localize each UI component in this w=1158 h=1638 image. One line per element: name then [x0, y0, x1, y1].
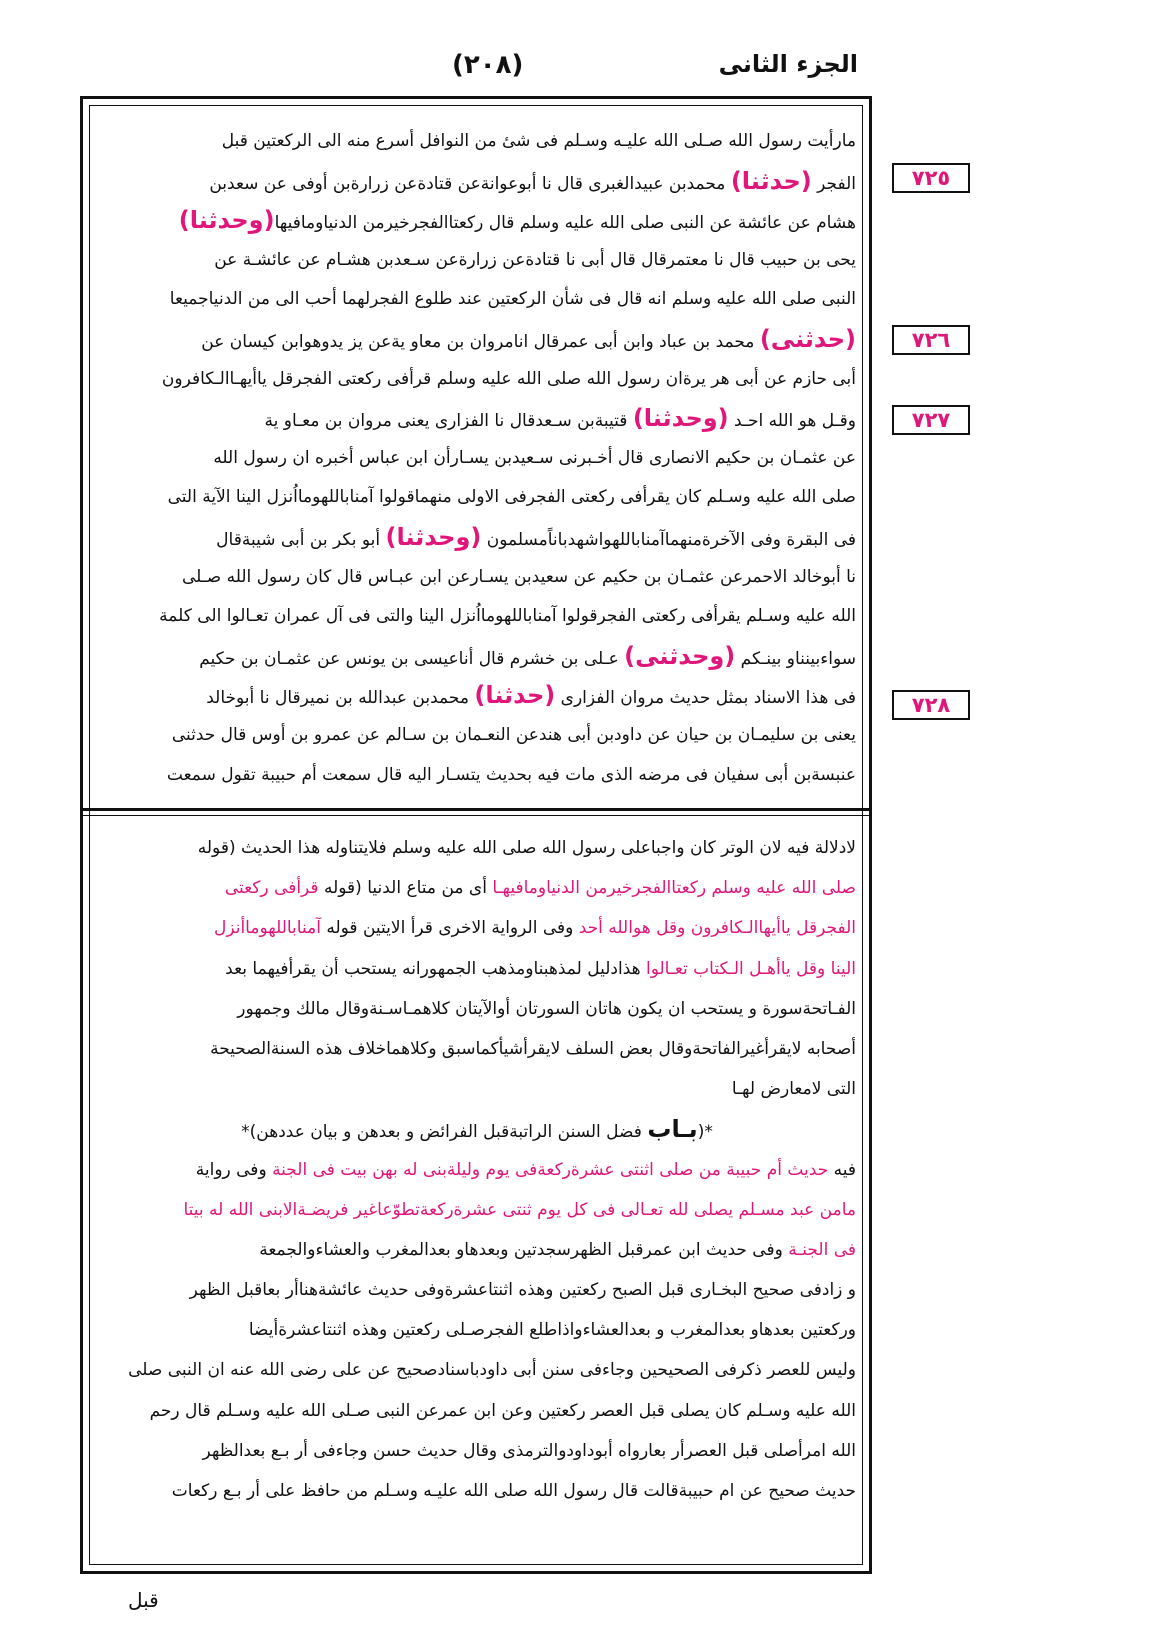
commentary-line	[98, 828, 856, 868]
text-segment: أى من متاع الدنيا (قوله	[318, 878, 493, 899]
narration-marker: (حدثنا)	[474, 681, 556, 710]
text-segment: وفى حديث ابن عمرقبل الظهرسجدتين وبعدهاو بعدالمغرب والعشاءوالجمعة	[259, 1239, 789, 1260]
text-segment: فى البقرة وفى الآخرةمنهماآمناباللهواشهدباناًمسلمون	[481, 529, 856, 550]
hadith-text-line	[98, 122, 856, 162]
hadith-number-725: ٧٢٥	[892, 163, 970, 193]
commentary-line	[98, 1150, 856, 1190]
hadith-number-726: ٧٢٦	[892, 325, 970, 355]
text-segment: الله عليه وسـلم يقرأفى ركعتى الفجرقولوا آمناباللهومااُنزل الينا والتى فى آل عمران تعـالوا الى كلمة	[159, 606, 856, 627]
hadith-text-line	[98, 518, 856, 558]
text-segment: فيه	[828, 1159, 856, 1180]
text-segment: لادلالة فيه لان الوتر كان واجباعلى رسول الله صلى الله عليه وسلم فلايتناوله هذا الحديث (قوله	[197, 838, 856, 858]
commentary-line	[98, 989, 856, 1029]
text-segment: وقـل هو الله احـد	[728, 411, 856, 432]
hadith-text-line	[98, 280, 856, 320]
text-segment: فضل السنن الراتبةقبل الفرائض و بعدهن و بيان عددهن)*	[241, 1122, 648, 1143]
text-segment: يحى بن حبيب قال نا معتمرقال قال أبى نا قتادةعن زرارةعن سـعدبن هشـام عن عائشـة عن	[214, 249, 856, 270]
commentary-line	[98, 908, 856, 948]
text-segment: عـلى بن خشرم قال أناعيسى بن يونس عن عثمـان بن حكيم	[199, 648, 625, 669]
narration-marker: (وحدثنا)	[385, 522, 482, 551]
hadith-text-line	[98, 558, 856, 598]
hadith-text-line	[98, 399, 856, 439]
quoted-text: الفجرقل ياأيهاالـكافرون وقل هوالله أحد	[578, 918, 856, 939]
commentary-line	[98, 1230, 856, 1270]
hadith-text-line	[98, 439, 856, 479]
text-segment: التى لامعارض لهـا	[731, 1079, 856, 1100]
hadith-text-line	[98, 320, 856, 360]
commentary-line	[98, 1270, 856, 1310]
text-segment: الله امرأصلى قبل العصرأر بعارواه أبوداودوالترمذى وقال حديث حسن وجاءفى أر بـع بعدالظهر	[202, 1440, 856, 1461]
text-segment: وليس للعصر ذكرفى الصحيحين وجاءفى سنن أبى داودباسنادصحيح عن على رضى الله عنه ان النبى صلى	[128, 1360, 856, 1381]
text-segment: وفى رواية	[195, 1159, 273, 1180]
commentary-line	[98, 868, 856, 908]
commentary-text	[98, 828, 856, 1511]
quoted-text: فى الجنـة	[788, 1239, 856, 1260]
commentary-line	[98, 1391, 856, 1431]
hadith-text-line	[98, 201, 856, 241]
commentary-line	[98, 949, 856, 989]
text-segment: وفى الرواية الاخرى قرأ الايتين قوله	[320, 918, 579, 939]
text-segment: حديث صحيح عن ام حبيبةقالت قال رسول الله صلى الله عليـه وسـلم من حافظ على أر بـع ركعات	[171, 1481, 856, 1501]
hadith-text-line	[98, 716, 856, 756]
hadith-text-line	[98, 241, 856, 281]
hadith-text-line	[98, 360, 856, 400]
text-segment: الله عليه وسـلم كان يصلى قبل العصر ركعتين وعن ابن عمرعن النبى صـلى الله عليه وسـلم قال رحم	[149, 1400, 856, 1421]
commentary-line	[98, 1471, 856, 1511]
main-text	[98, 122, 856, 795]
text-segment: مارأيت رسول الله صـلى الله عليـه وسـلم فى شىٔ من النوافل أسرع منه الى الركعتين قبل	[221, 131, 856, 151]
text-segment: وركعتين بعدهاو بعدالمغرب و بعدالعشاءواذاطلع الفجرصـلى ركعتين وهذه اثنتاعشرةأيضا	[248, 1320, 856, 1341]
commentary-line	[98, 1029, 856, 1069]
quoted-text: مامن عبد مسـلم يصلى لله تعـالى فى كل يوم ثنتى عشرةركعةتطوّعاغير فريضـةالابنى الله له بيتا	[183, 1199, 856, 1220]
hadith-text-line	[98, 637, 856, 677]
hadith-text-line	[98, 478, 856, 518]
text-segment: عنبسةبن أبى سفيان فى مرضه الذى مات فيه بحديث يتسـار اليه قال سمعت أم حبيبة تقول سمعت	[166, 764, 856, 785]
text-segment: أبى حازم عن أبى هر يرةان رسول الله صلى الله عليه وسلم قرأفى ركعتى الفجرقل ياأيهـاالـكافرون	[161, 368, 856, 389]
text-segment: هذادليل لمذهبناومذهب الجمهورانه يستحب أن يقرأفيهما بعد	[225, 958, 646, 979]
text-segment: سواءبينناو بينـكم	[735, 648, 856, 669]
hadith-number-727: ٧٢٧	[892, 405, 970, 435]
catchword: قبل	[128, 1588, 159, 1612]
quoted-text: آمناباللهوماأنزل	[213, 918, 321, 939]
page-number: (٢٠٨)	[452, 50, 524, 80]
text-segment: صلى الله عليه وسـلم كان يقرأفى ركعتى الفجرفى الاولى منهماقولوا آمناباللهومااُنزل الينا الآية التى	[167, 487, 856, 508]
narration-marker: (حدثنا)	[730, 166, 812, 195]
text-segment: يعنى بن سليمـان بن حيان عن داودبن أبى هندعن النعـمان بن سـالم عن عمرو بن أوس قال حدثنى	[171, 724, 856, 745]
commentary-line	[98, 1431, 856, 1471]
section-divider-thin	[80, 815, 872, 816]
text-segment: هشام عن عائشة عن النبى صلى الله عليه وسلم قال ركعتاالفجرخيرمن الدنياومافيها	[274, 213, 856, 234]
text-segment: الفـاتحةسورة و يستحب ان يكون هاتان السورتان أوالآيتان كلاهمـاسـنةوقال مالك وجمهور	[237, 998, 856, 1019]
text-segment: أبو بكر بن أبى شيبةقال	[216, 529, 386, 550]
narration-marker: (وحدثنى)	[624, 641, 736, 670]
narration-marker: (حدثنى)	[759, 324, 856, 353]
narration-marker: (وحدثنا)	[178, 206, 275, 235]
text-segment: أصحابه لايقرأغيرالفاتحةوقال بعض السلف لايقرأشيأكماسبق وكلاهماخلاف هذه السنةالصحيحة	[210, 1038, 856, 1059]
quoted-text: حديث أم حبيبة من صلى اثنتى عشرةركعةفى يوم وليلةبنى له بهن بيت فى الجنة	[272, 1159, 829, 1180]
hadith-text-line	[98, 756, 856, 796]
section-divider	[80, 808, 872, 811]
text-segment: نا أبوخالد الاحمرعن عثمـان بن حكيم عن سعيدبن يسـارعن ابن عبـاس قال كان رسول الله صـلى	[181, 566, 856, 587]
commentary-line	[98, 1069, 856, 1109]
text-segment: عن عثمـان بن حكيم الانصارى قال أخـبرنى سـعيدبن يسـارأن ابن عباس أخبره ان رسول الله	[213, 447, 856, 468]
text-segment: محمد بن عباد وابن أبى عمرقال انامروان بن معاو يةعن يز يدوهوابن كيسان عن	[201, 331, 760, 352]
commentary-line	[98, 1190, 856, 1230]
commentary-line	[98, 1310, 856, 1350]
text-segment: النبى صلى الله عليه وسلم انه قال فى شأن الركعتين عند طلوع الفجرلهما أحب الى من الدنياجميعا	[169, 289, 856, 310]
chapter-heading: بـاب	[647, 1115, 698, 1144]
text-segment: محمدبن عبيدالغبرى قال نا أبوعوانةعن قتادةعن زرارةبن أوفى عن سعدبن	[209, 173, 731, 194]
text-segment: الفجر	[811, 173, 856, 194]
commentary-line	[98, 1109, 856, 1149]
quoted-text: صلى الله عليه وسلم ركعتاالفجرخيرمن الدنياومافيهـا	[492, 878, 856, 899]
hadith-text-line	[98, 676, 856, 716]
hadith-text-line	[98, 162, 856, 202]
hadith-text-line	[98, 597, 856, 637]
quoted-text: الينا وقل ياأهـل الـكتاب تعـالوا	[646, 958, 856, 979]
text-segment: فى هذا الاسناد بمثل حديث مروان الفزارى	[555, 688, 856, 709]
text-segment: محمدبن عبدالله بن نميرقال نا أبوخالد	[206, 688, 475, 709]
text-segment: *(	[697, 1122, 713, 1143]
commentary-line	[98, 1350, 856, 1390]
narration-marker: (وحدثنا)	[632, 404, 729, 433]
hadith-number-728: ٧٢٨	[892, 690, 970, 720]
quoted-text: قرأفى ركعتى	[224, 878, 319, 899]
text-segment: و زادفى صحيح البخـارى قبل الصبح ركعتين وهذه اثنتاعشرةوفى حديث عائشةهناأر بعاقبل الظهر	[189, 1280, 856, 1301]
text-segment: قتيبةبن سـعدقال نا الفزارى يعنى مروان بن معـاو ية	[264, 411, 633, 432]
part-title: الجزء الثانى	[718, 50, 858, 78]
